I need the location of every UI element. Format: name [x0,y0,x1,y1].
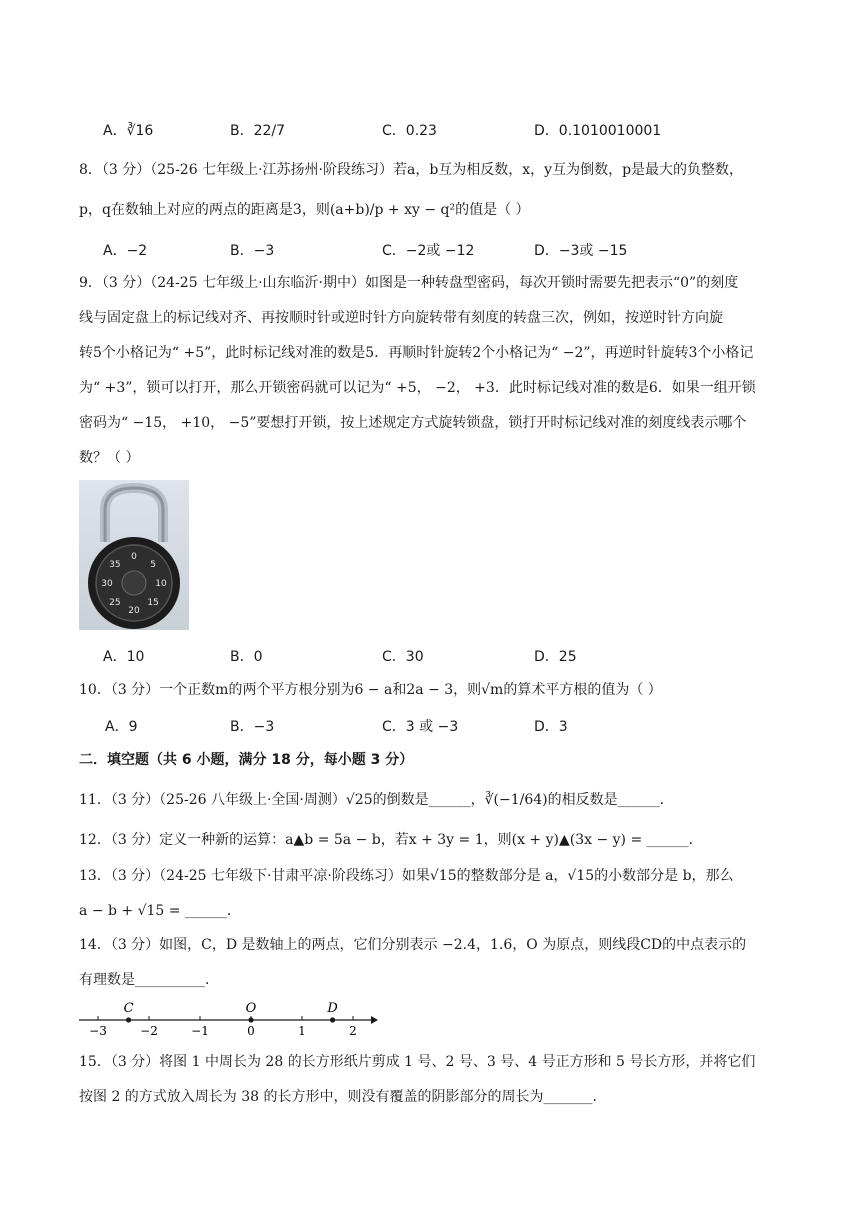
option-label: C． [382,649,406,665]
q7-option-a [103,120,153,140]
option-value: ∛16 [126,123,154,139]
option-label: B． [230,123,254,139]
option-label: B． [230,649,254,665]
option-value: −3或 −15 [558,243,628,259]
q9-line-2: 线与固定盘上的标记线对齐、再按顺时针或逆时针方向旋转带有刻度的转盘三次，例如，按逆时针方向旋 [79,310,723,326]
option-value: 25 [558,649,577,665]
number-line-point [248,1017,253,1022]
q10-line: 10．（3 分）一个正数m的两个平方根分别为6 − a和2a − 3，则√m的算术平方根的值为（ ） [79,682,662,698]
number-line-tick-label: −1 [191,1024,209,1038]
dial-number: 20 [128,606,140,616]
option-label: C． [382,719,406,735]
q8-option-d [534,240,627,260]
option-value: 30 [405,649,424,665]
number-line-figure [75,996,385,1040]
q7-option-c [382,120,437,140]
q9-option-d [534,646,577,666]
number-line-point-label: C [123,1001,134,1016]
option-label: B． [230,719,254,735]
number-line-point-label: D [327,1001,338,1016]
option-label: C． [382,243,406,259]
dial-number: 25 [109,598,121,609]
q11-line: 11．（3 分）（25-26 八年级上·全国·周测）√25的倒数是______，∛(−1/64)的相反数是______． [79,792,674,808]
q8-line-2: p，q在数轴上对应的两点的距离是3，则(a+b)/p + xy − q²的值是（ ） [79,202,530,218]
q10-option-b [230,716,274,736]
option-value: −2 [126,243,148,259]
option-value: −2或 −12 [405,243,475,259]
q14-line-1: 14．（3 分）如图，C，D 是数轴上的两点，它们分别表示 −2.4，1.6，O 为原点，则线段CD的中点表示的 [79,937,747,953]
number-line-tick-label: 0 [247,1024,255,1038]
q9-option-c [382,646,424,666]
number-line-tick-label: 1 [298,1024,306,1038]
q10-option-a [105,716,138,736]
dial-number: 30 [101,579,113,589]
option-value: 22/7 [253,123,286,139]
option-value: −3 [253,719,275,735]
q9-line-5: 密码为“ −15， +10， −5”要想打开锁，按上述规定方式旋转锁盘，锁打开时标记线对准的刻度线表示哪个 [79,415,747,431]
q14-line-2: 有理数是__________． [79,972,219,988]
q9-option-a [103,646,144,666]
option-label: D． [534,649,559,665]
option-value: 3 [558,719,568,735]
q10-option-c [382,716,458,736]
q13-line-1: 13．（3 分）（24-25 七年级下·甘肃平凉·阶段练习）如果√15的整数部分是 a，√15的小数部分是 b，那么 [79,868,734,884]
option-label: A． [105,719,129,735]
option-label: D． [534,719,559,735]
q9-line-3: 转5个小格记为“ +5”，此时标记线对准的数是5．再顺时针旋转2个小格记为“ −2”，再逆时针旋转3个小格记 [79,345,754,361]
q12-line: 12．（3 分）定义一种新的运算：a▲b = 5a − b，若x + 3y = 1，则(x + y)▲(3x − y) = ______． [79,832,703,848]
option-value: 10 [126,649,145,665]
dial-number: 5 [150,559,156,570]
option-value: −3 [253,243,275,259]
number-line-point-label: O [245,1001,257,1016]
number-line-tick-label: 2 [349,1024,357,1038]
q9-line-6: 数？（ ） [79,450,140,466]
number-line-tick-label: −2 [140,1024,158,1038]
option-label: C． [382,123,406,139]
padlock-illustration [79,480,189,630]
dial-number: 15 [147,598,159,609]
number-line-point [330,1017,335,1022]
dial-number: 0 [131,552,137,562]
q10-option-d [534,716,568,736]
q7-option-d [534,120,661,140]
q15-line-1: 15．（3 分）将图 1 中周长为 28 的长方形纸片剪成 1 号、2 号、3 号、4 号正方形和 5 号长方形，并将它们 [79,1054,756,1070]
option-value: 9 [128,719,138,735]
q9-line-1: 9．（3 分）（24-25 七年级上·山东临沂·期中）如图是一种转盘型密码，每次开锁时需要先把表示“0”的刻度 [79,275,739,291]
padlock-image [79,480,189,630]
option-label: D． [534,123,559,139]
option-label: D． [534,243,559,259]
q8-option-c [382,240,474,260]
arrow-icon [371,1016,378,1024]
dial-number: 10 [155,579,167,589]
option-label: A． [103,649,127,665]
q15-line-2: 按图 2 的方式放入周长为 38 的长方形中，则没有覆盖的阴影部分的周长为_______． [79,1089,607,1105]
option-value: 3 或 −3 [405,719,459,735]
option-label: A． [103,123,127,139]
option-value: 0.23 [405,123,437,139]
number-line-point [126,1017,131,1022]
q8-line-1: 8．（3 分）（25-26 七年级上·江苏扬州·阶段练习）若a，b互为相反数，x，y互为倒数，p是最大的负整数， [79,162,744,178]
q8-option-a [103,240,147,260]
q8-option-b [230,240,274,260]
q9-line-4: 为“ +3”，锁可以打开，那么开锁密码就可以记为“ +5， −2， +3．此时标记线对准的数是6．如果一组开锁 [79,380,756,396]
option-value: 0.1010010001 [558,123,662,139]
option-label: A． [103,243,127,259]
section-heading-fill-in: 二．填空题（共 6 小题，满分 18 分，每小题 3 分） [79,752,414,768]
option-value: 0 [253,649,263,665]
q7-option-b [230,120,285,140]
q13-line-2: a − b + √15 = ______． [79,903,241,919]
dial-number: 35 [109,559,121,570]
q9-option-b [230,646,263,666]
option-label: B． [230,243,254,259]
number-line-tick-label: −3 [89,1024,107,1038]
